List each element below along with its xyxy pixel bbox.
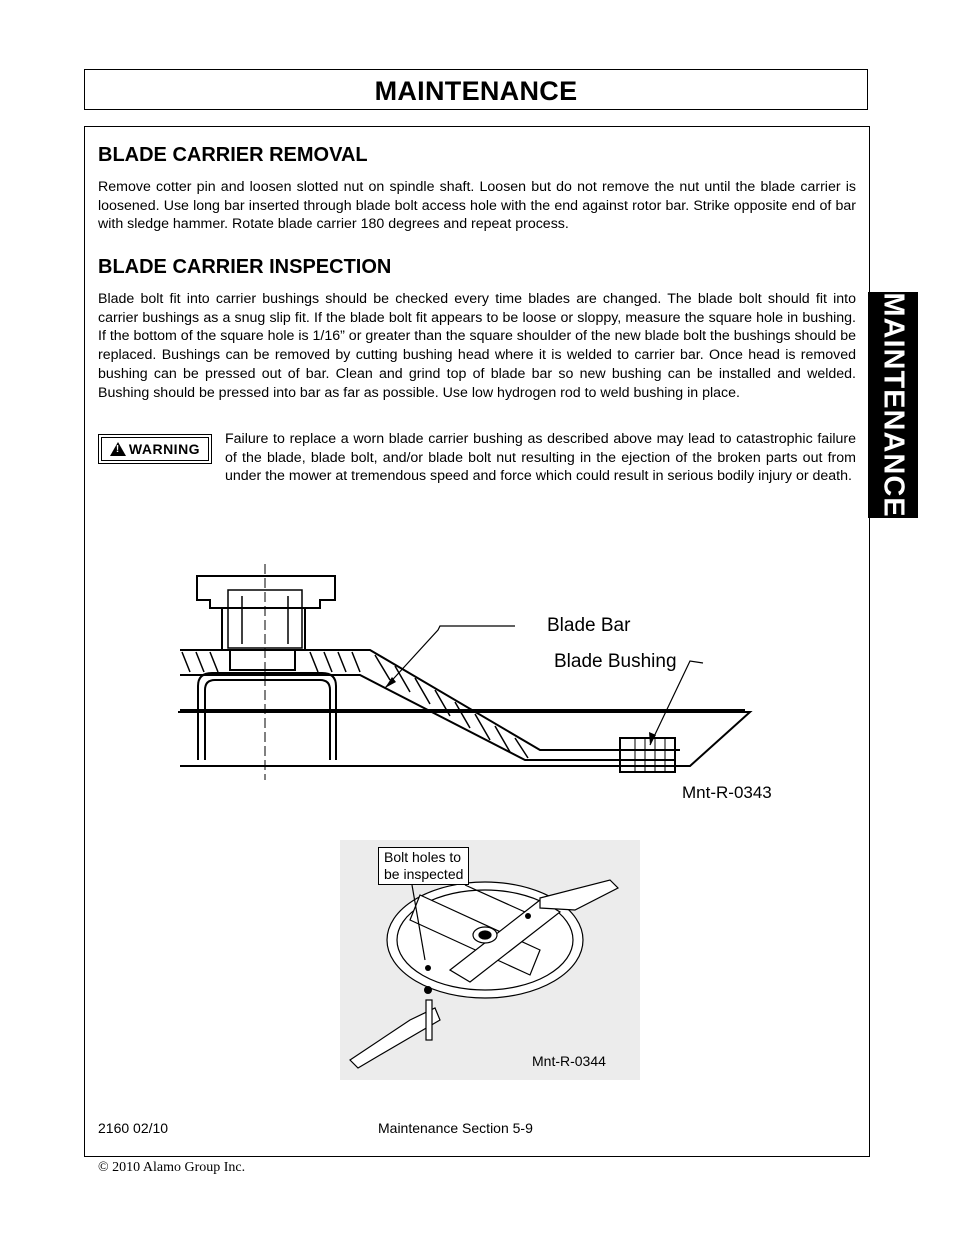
- blade-bushing-label: Blade Bushing: [554, 651, 677, 672]
- figure-1-code: Mnt-R-0343: [682, 783, 772, 802]
- footer-section: Maintenance Section 5-9: [378, 1120, 533, 1136]
- inspection-paragraph: Blade bolt fit into carrier bushings should be checked every time blades are changed. The blade bolt should fit into carrier bushings as a snug slip fit. If the blade bolt fit appears to be loose or sloppy, measure the square hole in bushing. If the bottom of the square hole is 1/16” or greater than the square shoulder of the new blade bolt the bushings should be replaced. Bushings can be removed by cutting bushing head where it is welded to carrier bar. Once head is removed bushing can be pressed out of bar. Clean and grind top of blade bar so new bushing can be installed and welded. Bushing should be pressed into bar as far as possible. Use low hydrogen rod to weld bushing in place.: [98, 291, 856, 401]
- callout-line-1: Bolt holes to: [384, 849, 462, 865]
- side-tab: [868, 292, 918, 518]
- page-header: [84, 69, 868, 110]
- warning-badge-label: WARNING: [128, 441, 201, 457]
- warning-triangle-icon: [110, 442, 126, 456]
- bolt-holes-callout: [378, 847, 469, 885]
- warning-badge: [98, 434, 212, 464]
- side-tab-label: MAINTENANCE: [877, 292, 910, 518]
- figure-2-code: Mnt-R-0344: [532, 1053, 606, 1069]
- blade-bar-label: Blade Bar: [547, 615, 631, 636]
- callout-line-2: be inspected: [384, 866, 464, 882]
- warning-paragraph: Failure to replace a worn blade carrier bushing as described above may lead to catastrophic failure of the blade, blade bolt, and/or blade bolt nut resulting in the ejection of the broken parts out from under the mower at tremendous speed and force which could result in serious bodily injury or death.: [225, 431, 856, 485]
- section-heading-removal: BLADE CARRIER REMOVAL: [98, 144, 368, 166]
- footer-model-date: 2160 02/10: [98, 1120, 169, 1136]
- footer-copyright: © 2010 Alamo Group Inc.: [98, 1160, 246, 1175]
- page-title: MAINTENANCE: [374, 76, 578, 106]
- blade-bar-cross-section-figure: [170, 560, 770, 790]
- removal-paragraph: Remove cotter pin and loosen slotted nut on spindle shaft. Loosen but do not remove the nut until the blade carrier is loosened. Use long bar inserted through blade bolt access hole with the end against rotor bar. Strike opposite end of bar with sledge hammer. Rotate blade carrier 180 degrees and repeat process.: [98, 179, 856, 233]
- section-heading-inspection: BLADE CARRIER INSPECTION: [98, 256, 392, 278]
